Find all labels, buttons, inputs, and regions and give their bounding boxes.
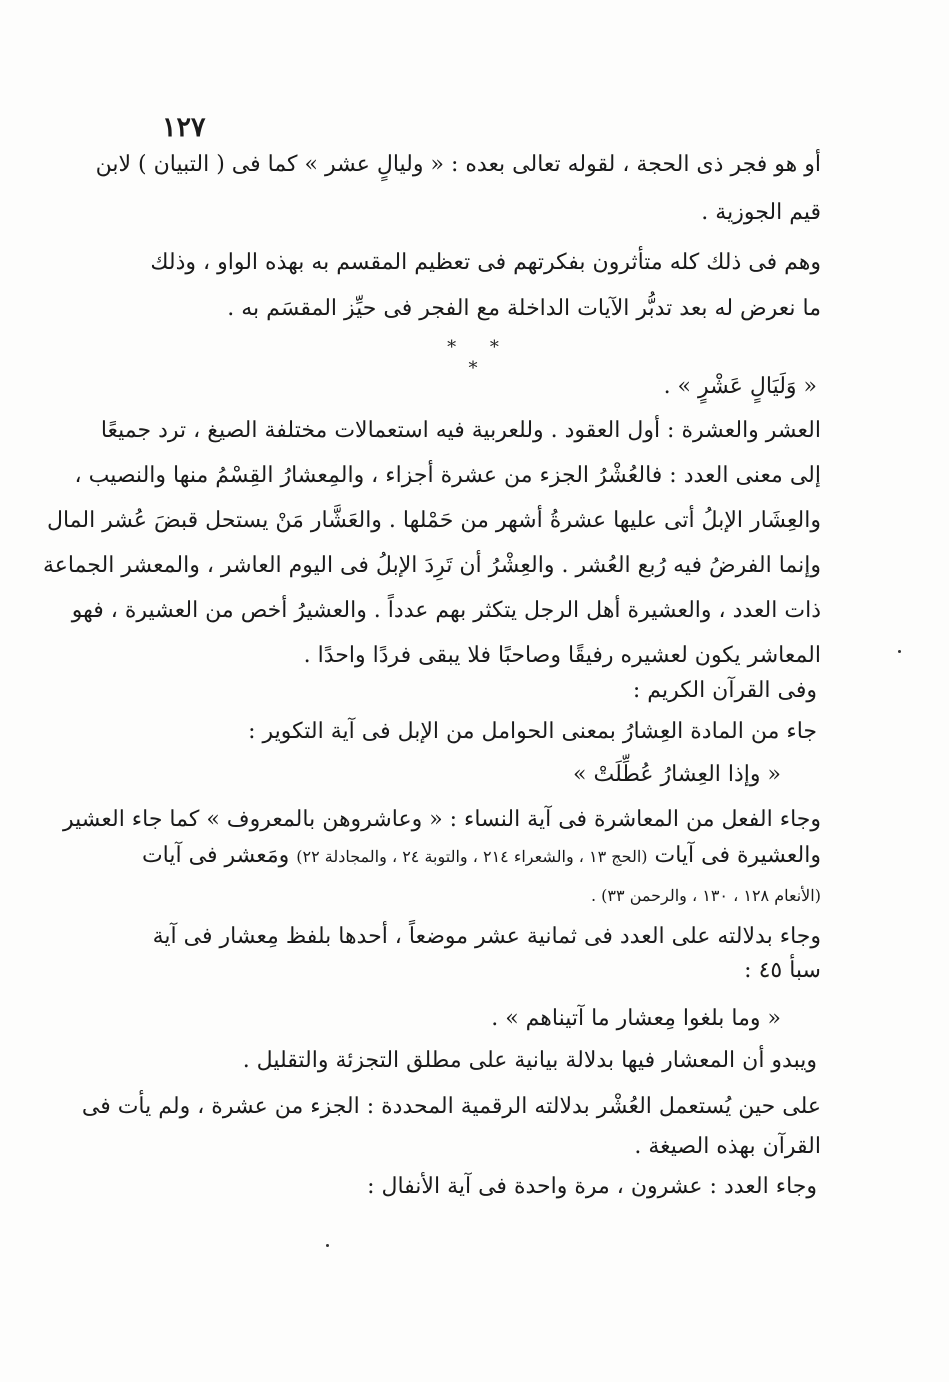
text-line: وجاء العدد : عشرون ، مرة واحدة فى آية الأنفال : [367,1174,817,1199]
text-line: وجاء الفعل من المعاشرة فى آية النساء : « وعاشروهن بالمعروف » كما جاء العشير [62,807,821,832]
text-line: وجاء بدلالته على العدد فى ثمانية عشر موضعاً ، أحدها بلفظ مِعشار فى آية [152,924,821,949]
quran-quote: « وما بلغوا مِعشار ما آتيناهم » . [491,1006,781,1031]
reference-citation: (الحج ١٣ ، والشعراء ٢١٤ ، والتوبة ٢٤ ، والمجادلة ٢٢) [296,847,648,866]
text-line: إلى معنى العدد : فالعُشْرُ الجزء من عشرة أجزاء ، والمِعشارُ القِسْمُ منها والنصيب ، [74,463,821,488]
quran-quote: « وإذا العِشارُ عُطِّلَتْ » [573,762,781,787]
verse-heading: « وَلَيَالٍ عَشْرٍ » . [663,374,817,399]
scan-speck [326,1244,329,1247]
reference-citation: (الأنعام ١٢٨ ، ١٣٠ ، والرحمن ٣٣) . [591,886,821,905]
scan-speck [898,650,901,653]
page-number: ١٢٧ [162,112,206,143]
text-line: على حين يُستعمل العُشْر بدلالته الرقمية المحددة : الجزء من عشرة ، ولم يأت فى [81,1094,821,1119]
text-fragment: والعشيرة فى آيات [654,843,821,868]
text-line: ويبدو أن المعشار فيها بدلالة بيانية على مطلق التجزئة والتقليل . [242,1048,817,1073]
text-line: القرآن بهذه الصيغة . [634,1134,821,1159]
text-line: ما نعرض له بعد تدبُّر الآيات الداخلة مع الفجر فى حيِّز المقسَم به . [227,296,821,321]
text-line: وهم فى ذلك كله متأثرون بفكرتهم فى تعظيم المقسم به بهذه الواو ، وذلك [150,250,821,275]
text-line: ذات العدد ، والعشيرة أهل الرجل يتكثر بهم عدداً . والعشيرُ أخص من العشيرة ، فهو [71,598,821,623]
text-line: أو هو فجر ذى الحجة ، لقوله تعالى بعده : « وليالٍ عشر » كما فى ( التبيان ) لابن [95,152,821,177]
text-line: والعِشَار الإبلُ أتى عليها عشرةُ أشهر من حَمْلها . والعَشَّار مَنْ يستحل قبضَ عُشر المال [46,508,821,533]
text-line: قيم الجوزية . [701,200,821,225]
text-line: وفى القرآن الكريم : [632,678,817,703]
text-line: سبأ ٤٥ : [744,958,821,983]
text-line: جاء من المادة العِشارُ بمعنى الحوامل من الإبل فى آية التكوير : [248,719,817,744]
text-line: وإنما الفرضُ فيه رُبع العُشر . والعِشْرُ أن تَرِدَ الإبلُ فى اليوم العاشر ، والمعشر الجماعة [42,553,821,578]
text-line: المعاشر يكون لعشيره رفيقًا وصاحبًا فلا يبقى فردًا واحدًا . [303,643,821,668]
section-separator: * * * [447,337,513,379]
text-line: العشر والعشرة : أول العقود . وللعربية فيه استعمالات مختلفة الصيغ ، ترد جميعًا [100,418,821,443]
text-fragment: ومَعشر فى آيات [141,843,290,868]
text-line [142,841,821,872]
